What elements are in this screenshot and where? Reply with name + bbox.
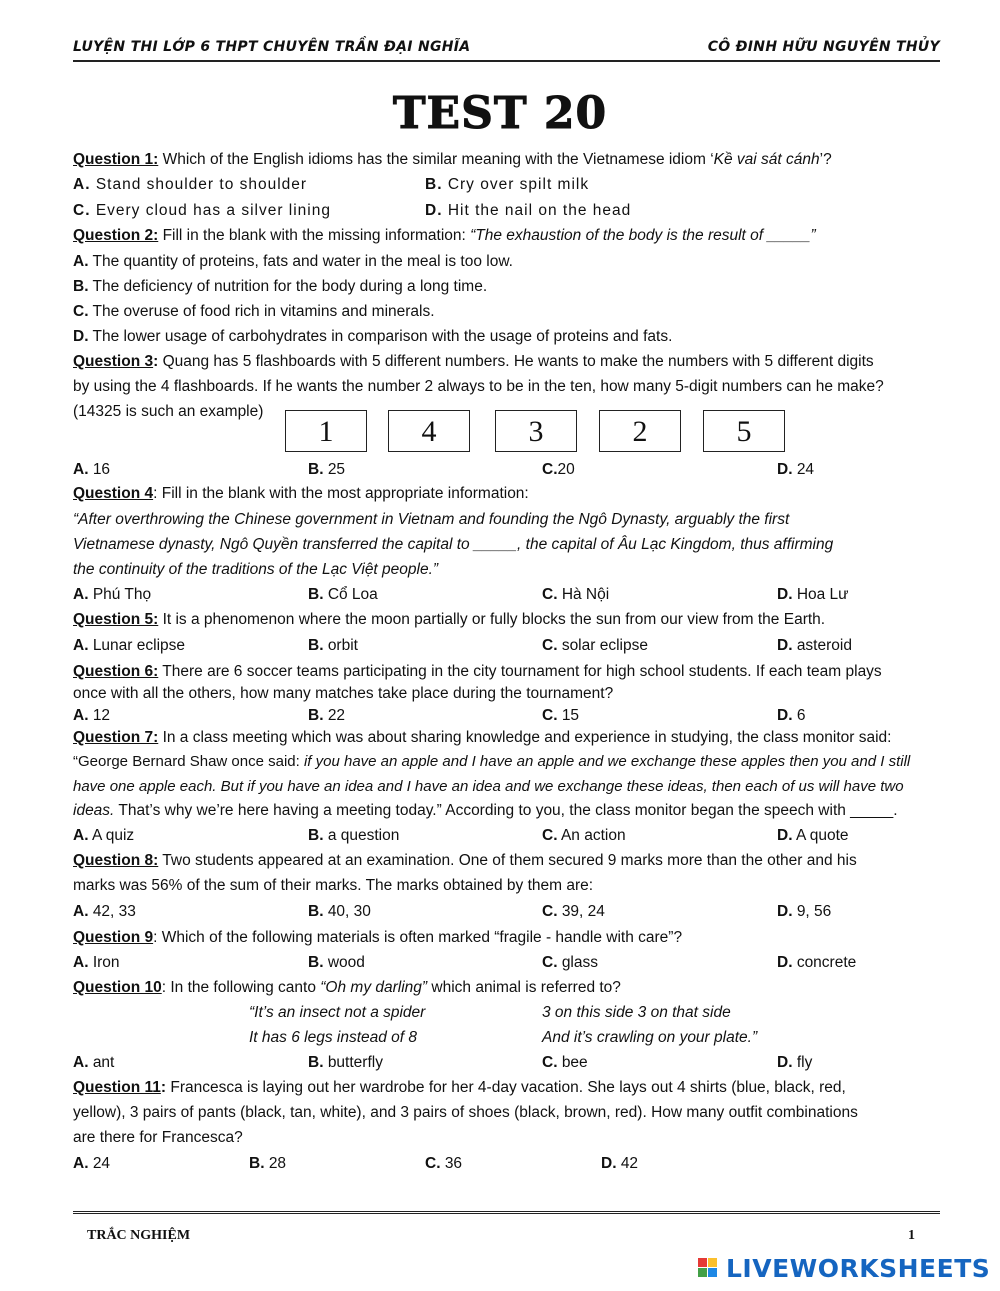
question-6-label: Question 6: bbox=[73, 663, 159, 680]
question-6: Question 6: There are 6 soccer teams participating in the city tournament for high school students. If each team plays bbox=[73, 663, 882, 680]
q7-option-b[interactable]: B. a question bbox=[308, 827, 400, 844]
q7-option-d[interactable]: D. A quote bbox=[777, 827, 849, 844]
flashboard-2: 4 bbox=[388, 410, 470, 452]
question-4-label: Question 4 bbox=[73, 485, 154, 502]
q8-option-b[interactable]: B. 40, 30 bbox=[308, 903, 371, 920]
q4-option-b[interactable]: B. Cổ Loa bbox=[308, 586, 378, 603]
q3-option-b[interactable]: B. 25 bbox=[308, 461, 346, 478]
question-1-label: Question 1: bbox=[73, 151, 159, 168]
question-5: Question 5: It is a phenomenon where the moon partially or fully blocks the sun from our view from the Earth. bbox=[73, 611, 826, 628]
q7-option-c[interactable]: C. An action bbox=[542, 827, 626, 844]
q6-option-a[interactable]: A. 12 bbox=[73, 707, 111, 724]
q2-option-d[interactable]: D. The lower usage of carbohydrates in comparison with the usage of proteins and fats. bbox=[73, 328, 673, 345]
flashboard-1: 1 bbox=[285, 410, 367, 452]
question-4: Question 4: Fill in the blank with the most appropriate information: bbox=[73, 485, 529, 502]
question-6-line-2: once with all the others, how many matches take place during the tournament? bbox=[73, 685, 614, 702]
question-1: Question 1: Which of the English idioms has the similar meaning with the Vietnamese idiom ‘Kề vai sát cánh’? bbox=[73, 151, 832, 168]
q11-option-a[interactable]: A. 24 bbox=[73, 1155, 111, 1172]
q5-option-d[interactable]: D. asteroid bbox=[777, 637, 852, 654]
q1-option-c[interactable]: C. Every cloud has a silver lining bbox=[73, 202, 331, 219]
flashboard-3: 3 bbox=[495, 410, 577, 452]
logo-block-icon bbox=[708, 1258, 717, 1267]
idiom: Kề vai sát cánh bbox=[713, 151, 820, 168]
question-2-label: Question 2: bbox=[73, 227, 159, 244]
q6-option-c[interactable]: C. 15 bbox=[542, 707, 580, 724]
canto-verse-2: 3 on this side 3 on that side bbox=[542, 1004, 731, 1021]
q1-option-b[interactable]: B. Cry over spilt milk bbox=[425, 176, 590, 193]
question-7-label: Question 7: bbox=[73, 729, 159, 746]
q3-option-a[interactable]: A. 16 bbox=[73, 461, 111, 478]
q1-option-a[interactable]: A. Stand shoulder to shoulder bbox=[73, 176, 308, 193]
question-9: Question 9: Which of the following materials is often marked “fragile - handle with care”? bbox=[73, 929, 683, 946]
q9-option-d[interactable]: D. concrete bbox=[777, 954, 857, 971]
logo-block-icon bbox=[698, 1268, 707, 1277]
question-4-passage-1: “After overthrowing the Chinese government in Vietnam and founding the Ngô Dynasty, arguably the first bbox=[73, 511, 790, 528]
q7-option-a[interactable]: A. A quiz bbox=[73, 827, 135, 844]
question-11-line-3: are there for Francesca? bbox=[73, 1129, 243, 1146]
q2-option-a[interactable]: A. The quantity of proteins, fats and water in the meal is too low. bbox=[73, 253, 513, 270]
question-8-label: Question 8: bbox=[73, 852, 159, 869]
q6-option-b[interactable]: B. 22 bbox=[308, 707, 346, 724]
q8-option-c[interactable]: C. 39, 24 bbox=[542, 903, 605, 920]
q8-option-a[interactable]: A. 42, 33 bbox=[73, 903, 136, 920]
question-3-line-2: by using the 4 flashboards. If he wants the number 2 always to be in the ten, how many 5-digit numbers can he make? bbox=[73, 378, 884, 395]
q10-option-d[interactable]: D. fly bbox=[777, 1054, 813, 1071]
q5-option-b[interactable]: B. orbit bbox=[308, 637, 358, 654]
canto-verse-3: It has 6 legs instead of 8 bbox=[249, 1029, 418, 1046]
question-3-label: Question 3 bbox=[73, 353, 154, 370]
logo-block-icon bbox=[708, 1268, 717, 1277]
question-5-label: Question 5: bbox=[73, 611, 159, 628]
question-8-line-2: marks was 56% of the sum of their marks. The marks obtained by them are: bbox=[73, 877, 594, 894]
question-7-line-3: have one apple each. But if you have an idea and I have an idea and we exchange these ideas, then each of us will have two bbox=[73, 778, 904, 795]
q1-option-d[interactable]: D. Hit the nail on the head bbox=[425, 202, 632, 219]
q4-option-c[interactable]: C. Hà Nội bbox=[542, 586, 610, 603]
canto-verse-1: “It’s an insect not a spider bbox=[249, 1004, 426, 1021]
question-11-line-2: yellow), 3 pairs of pants (black, tan, white), and 3 pairs of shoes (black, brown, red). How many outfit combinations bbox=[73, 1104, 858, 1121]
question-9-label: Question 9 bbox=[73, 929, 154, 946]
question-7-line-2: “George Bernard Shaw once said: if you have an apple and I have an apple and we exchange these apples then you and I still bbox=[73, 753, 911, 770]
q4-option-d[interactable]: D. Hoa Lư bbox=[777, 586, 849, 603]
logo-block-icon bbox=[698, 1258, 707, 1267]
page-header bbox=[73, 38, 940, 62]
q3-option-d[interactable]: D. 24 bbox=[777, 461, 815, 478]
question-2: Question 2: Fill in the blank with the missing information: “The exhaustion of the body is the result of _____” bbox=[73, 227, 816, 244]
q10-option-a[interactable]: A. ant bbox=[73, 1054, 115, 1071]
q6-option-d[interactable]: D. 6 bbox=[777, 707, 806, 724]
q11-option-b[interactable]: B. 28 bbox=[249, 1155, 287, 1172]
page-title: TEST 20 bbox=[392, 88, 608, 139]
q2-option-b[interactable]: B. The deficiency of nutrition for the body during a long time. bbox=[73, 278, 488, 295]
footer-rule bbox=[73, 1211, 940, 1214]
q9-option-a[interactable]: A. Iron bbox=[73, 954, 120, 971]
question-4-passage-2: Vietnamese dynasty, Ngô Quyền transferred the capital to _____, the capital of Âu Lạc Kingdom, thus affirming bbox=[73, 536, 834, 553]
question-11: Question 11: Francesca is laying out her wardrobe for her 4-day vacation. She lays out 4 shirts (blue, black, red, bbox=[73, 1079, 846, 1096]
question-10-label: Question 10 bbox=[73, 979, 162, 996]
question-11-label: Question 11 bbox=[73, 1079, 161, 1096]
header-right: CÔ ĐINH HỮU NGUYÊN THỦY bbox=[707, 39, 940, 55]
header-left: LUYỆN THI LỚP 6 THPT CHUYÊN TRẦN ĐẠI NGHĨA bbox=[73, 39, 471, 55]
q9-option-c[interactable]: C. glass bbox=[542, 954, 598, 971]
brand-name: LIVEWORKSHEETS bbox=[726, 1254, 991, 1283]
question-4-passage-3: the continuity of the traditions of the Lạc Việt people.” bbox=[73, 561, 439, 578]
q3-option-c[interactable]: C.20 bbox=[542, 461, 575, 478]
question-8: Question 8: Two students appeared at an examination. One of them secured 9 marks more than the other and his bbox=[73, 852, 857, 869]
q10-option-c[interactable]: C. bee bbox=[542, 1054, 588, 1071]
q5-option-c[interactable]: C. solar eclipse bbox=[542, 637, 648, 654]
q4-option-a[interactable]: A. Phú Thọ bbox=[73, 586, 152, 603]
q5-option-a[interactable]: A. Lunar eclipse bbox=[73, 637, 186, 654]
q9-option-b[interactable]: B. wood bbox=[308, 954, 365, 971]
q2-option-c[interactable]: C. The overuse of food rich in vitamins and minerals. bbox=[73, 303, 435, 320]
q11-option-d[interactable]: D. 42 bbox=[601, 1155, 639, 1172]
flashboard-4: 2 bbox=[599, 410, 681, 452]
question-3: Question 3: Quang has 5 flashboards with 5 different numbers. He wants to make the numbers with 5 different digits bbox=[73, 353, 874, 370]
canto-verse-4: And it’s crawling on your plate.” bbox=[542, 1029, 758, 1046]
question-7-line-4: ideas. That’s why we’re here having a meeting today.” According to you, the class monitor began the speech with _____. bbox=[73, 802, 898, 819]
q10-option-b[interactable]: B. butterfly bbox=[308, 1054, 383, 1071]
question-3-line-3: (14325 is such an example) bbox=[73, 403, 264, 420]
flashboard-5: 5 bbox=[703, 410, 785, 452]
q11-option-c[interactable]: C. 36 bbox=[425, 1155, 463, 1172]
question-7: Question 7: In a class meeting which was about sharing knowledge and experience in studying, the class monitor said: bbox=[73, 729, 892, 746]
question-10: Question 10: In the following canto “Oh my darling” which animal is referred to? bbox=[73, 979, 621, 996]
page-number: 1 bbox=[908, 1228, 915, 1243]
q8-option-d[interactable]: D. 9, 56 bbox=[777, 903, 832, 920]
footer-section-label: TRẮC NGHIỆM bbox=[87, 1228, 191, 1243]
